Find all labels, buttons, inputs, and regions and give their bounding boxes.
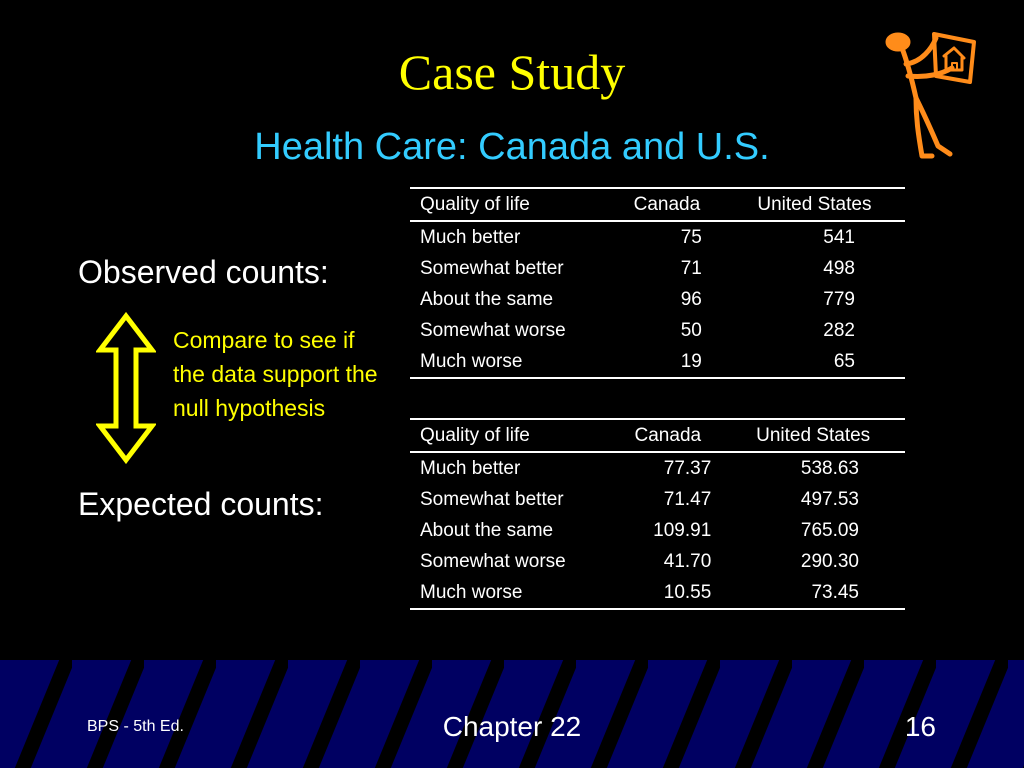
column-header: Quality of life xyxy=(420,193,530,215)
table-cell: 779 xyxy=(823,288,855,310)
column-header: Canada xyxy=(633,193,701,215)
table-cell: Much better xyxy=(420,457,521,479)
table-cell: 290.30 xyxy=(800,550,859,572)
stick-figure-holding-house-sign-icon xyxy=(876,28,980,163)
table-cell: Much worse xyxy=(420,581,523,603)
column-header: United States xyxy=(756,424,871,446)
table-cell: 498 xyxy=(823,257,855,279)
table-cell: 19 xyxy=(680,350,702,372)
observed-counts-table xyxy=(410,187,905,379)
table-row xyxy=(410,346,905,378)
table-cell: Somewhat better xyxy=(420,488,564,510)
table-row xyxy=(410,315,905,346)
table-cell: 282 xyxy=(823,319,855,341)
table-cell: Somewhat better xyxy=(420,257,564,279)
footer-chapter: Chapter 22 xyxy=(442,711,582,742)
column-header: Quality of life xyxy=(420,424,530,446)
table-header-row xyxy=(410,188,905,221)
table-cell: 96 xyxy=(680,288,702,310)
table-row xyxy=(410,484,905,515)
table-cell: 75 xyxy=(680,226,702,248)
table-cell: 73.45 xyxy=(811,581,859,603)
table-cell: About the same xyxy=(420,288,554,310)
table-row xyxy=(410,284,905,315)
table-cell: 41.70 xyxy=(663,550,712,572)
expected-counts-label: Expected counts: xyxy=(78,486,324,522)
table-header-row xyxy=(410,419,905,452)
table-cell: 541 xyxy=(823,226,855,248)
expected-counts-table xyxy=(410,418,905,610)
observed-counts-label: Observed counts: xyxy=(78,254,329,290)
column-header: United States xyxy=(757,193,872,215)
column-header: Canada xyxy=(634,424,702,446)
table-cell: 109.91 xyxy=(653,519,712,541)
table-cell: Somewhat worse xyxy=(420,550,566,572)
table-cell: 765.09 xyxy=(800,519,859,541)
table-cell: Somewhat worse xyxy=(420,319,566,341)
footer-edition: BPS - 5th Ed. xyxy=(87,718,184,735)
table-cell: 71.47 xyxy=(663,488,712,510)
table-row xyxy=(410,452,905,484)
table-cell: 538.63 xyxy=(800,457,859,479)
table-cell: About the same xyxy=(420,519,554,541)
table-cell: 71 xyxy=(680,257,702,279)
table-cell: 65 xyxy=(833,350,855,372)
table-cell: 77.37 xyxy=(663,457,712,479)
compare-note: Compare to see if the data support the null hypothesis xyxy=(173,327,378,421)
table-cell: 497.53 xyxy=(800,488,859,510)
slide-title: Case Study xyxy=(398,44,626,100)
table-row xyxy=(410,546,905,577)
page-number: 16 xyxy=(904,711,936,742)
table-row xyxy=(410,253,905,284)
double-headed-arrow-icon xyxy=(96,312,156,464)
table-cell: Much better xyxy=(420,226,521,248)
table-row xyxy=(410,577,905,609)
table-row xyxy=(410,515,905,546)
table-cell: 10.55 xyxy=(663,581,712,603)
table-cell: 50 xyxy=(680,319,702,341)
table-cell: Much worse xyxy=(420,350,523,372)
slide-subtitle: Health Care: Canada and U.S. xyxy=(254,126,770,168)
table-row xyxy=(410,221,905,253)
